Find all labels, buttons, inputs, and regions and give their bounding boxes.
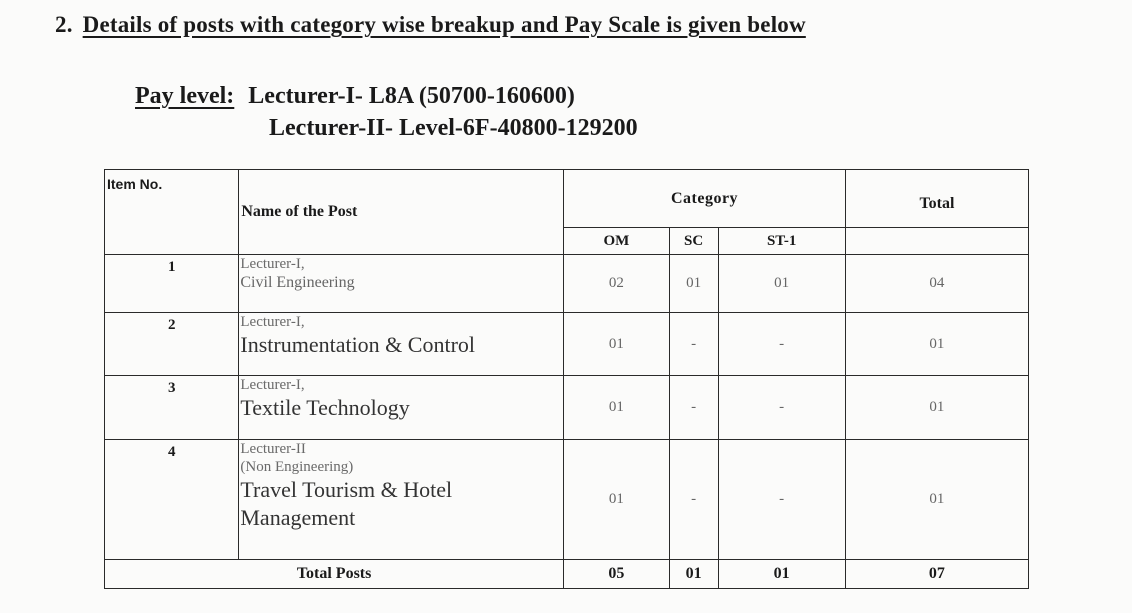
row-total: 01 bbox=[845, 376, 1028, 440]
header-total-blank bbox=[845, 228, 1028, 255]
post-discipline: Textile Technology bbox=[240, 395, 410, 420]
header-st1: ST-1 bbox=[718, 228, 845, 255]
posts-table bbox=[104, 169, 1029, 589]
pay-level-lecturer-1: Lecturer-I- L8A (50700-160600) bbox=[248, 83, 575, 109]
row-total: 01 bbox=[845, 440, 1028, 560]
pay-level-block bbox=[135, 80, 638, 144]
item-number: 4 bbox=[105, 440, 239, 560]
header-total: Total bbox=[845, 170, 1028, 228]
table-row bbox=[105, 440, 1029, 560]
section-title: Details of posts with category wise breakup and Pay Scale is given below bbox=[82, 12, 806, 37]
item-number: 3 bbox=[105, 376, 239, 440]
post-discipline: Travel Tourism & Hotel Management bbox=[240, 477, 453, 530]
total-om: 05 bbox=[564, 560, 670, 589]
post-grade: Lecturer-II bbox=[240, 441, 306, 457]
header-category: Category bbox=[564, 170, 846, 228]
total-posts-label: Total Posts bbox=[105, 560, 564, 589]
om-count: 01 bbox=[564, 313, 670, 376]
sc-count: 01 bbox=[669, 255, 718, 313]
post-name bbox=[239, 255, 564, 313]
header-om: OM bbox=[564, 228, 670, 255]
table-row bbox=[105, 255, 1029, 313]
sc-count: - bbox=[669, 440, 718, 560]
totals-row bbox=[105, 560, 1029, 589]
st1-count: - bbox=[718, 376, 845, 440]
post-name bbox=[239, 313, 564, 376]
post-grade: Lecturer-I, bbox=[240, 377, 305, 393]
pay-level-label: Pay level: bbox=[135, 83, 235, 109]
grand-total: 07 bbox=[845, 560, 1028, 589]
header-item-no: Item No. bbox=[105, 170, 239, 255]
pay-level-lecturer-2: Lecturer-II- Level-6F-40800-129200 bbox=[269, 115, 638, 141]
section-heading bbox=[55, 12, 806, 38]
om-count: 02 bbox=[564, 255, 670, 313]
st1-count: 01 bbox=[718, 255, 845, 313]
post-name bbox=[239, 376, 564, 440]
post-grade: Lecturer-I, bbox=[240, 314, 305, 330]
total-sc: 01 bbox=[669, 560, 718, 589]
post-group: (Non Engineering) bbox=[240, 459, 354, 475]
header-sc: SC bbox=[669, 228, 718, 255]
total-st1: 01 bbox=[718, 560, 845, 589]
om-count: 01 bbox=[564, 376, 670, 440]
post-grade: Lecturer-I, bbox=[240, 256, 305, 272]
header-post-name: Name of the Post bbox=[239, 170, 564, 255]
st1-count: - bbox=[718, 440, 845, 560]
header-row bbox=[105, 170, 1029, 228]
row-total: 04 bbox=[845, 255, 1028, 313]
post-discipline: Civil Engineering bbox=[240, 274, 355, 291]
post-discipline: Instrumentation & Control bbox=[240, 332, 476, 357]
st1-count: - bbox=[718, 313, 845, 376]
post-name bbox=[239, 440, 564, 560]
item-number: 1 bbox=[105, 255, 239, 313]
table-row bbox=[105, 376, 1029, 440]
table-row bbox=[105, 313, 1029, 376]
row-total: 01 bbox=[845, 313, 1028, 376]
om-count: 01 bbox=[564, 440, 670, 560]
item-number: 2 bbox=[105, 313, 239, 376]
section-number: 2. bbox=[55, 12, 73, 37]
sc-count: - bbox=[669, 376, 718, 440]
sc-count: - bbox=[669, 313, 718, 376]
